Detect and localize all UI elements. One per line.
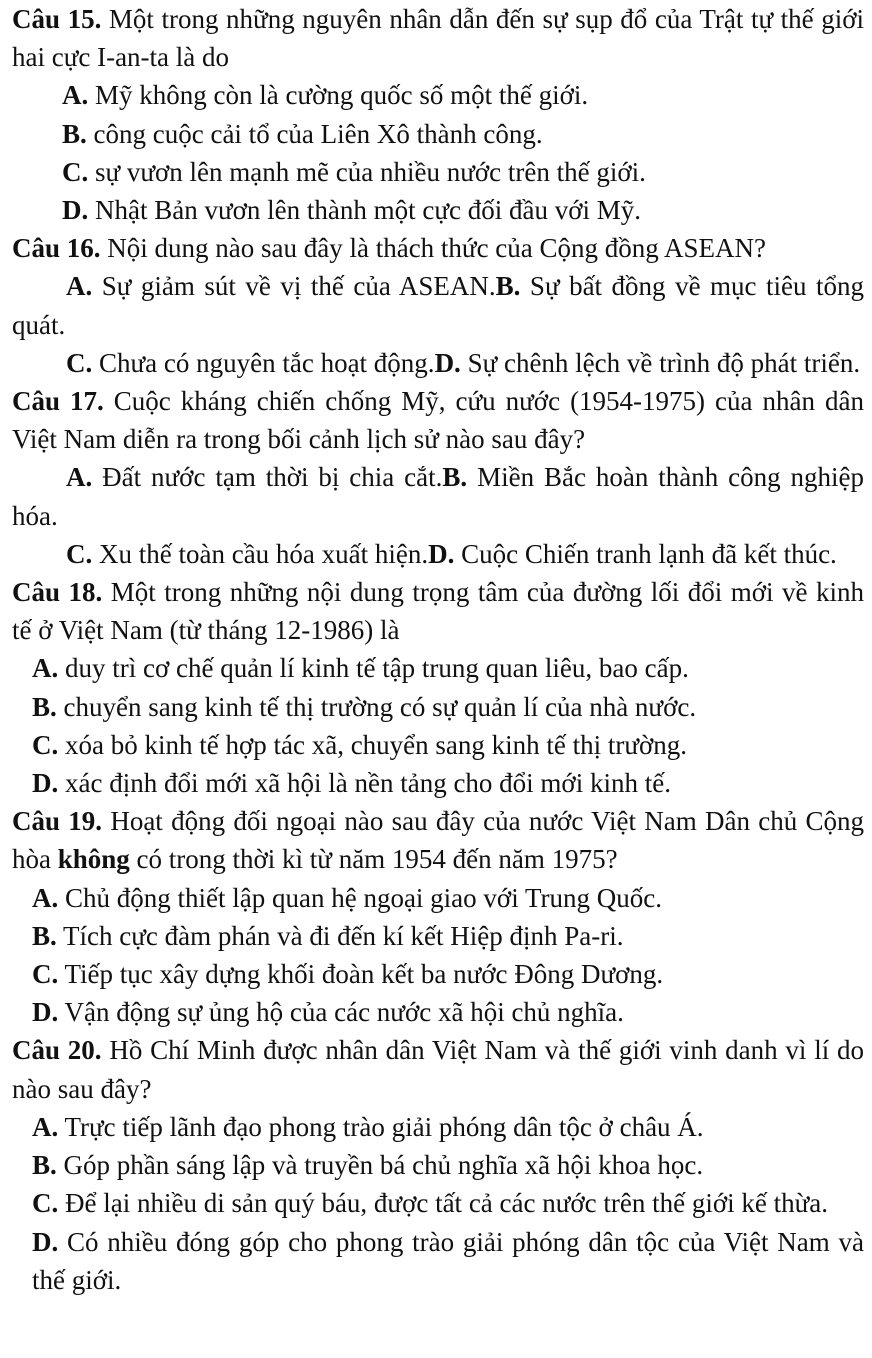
question-number: Câu 15. — [12, 4, 102, 34]
option-text: công cuộc cải tổ của Liên Xô thành công. — [93, 118, 543, 149]
option-key: A. — [62, 80, 89, 111]
option-key: A. — [66, 462, 93, 493]
question-emphasis: không — [57, 844, 130, 875]
option-text: chuyển sang kinh tế thị trường có sự quản lí của nhà nước. — [63, 691, 697, 722]
option-text: Sự chênh lệch về trình độ phát triển. — [467, 347, 861, 378]
question-20 — [12, 1031, 864, 1298]
option-c — [12, 1184, 864, 1222]
question-19 — [12, 802, 864, 1031]
option-key: D. — [428, 538, 455, 569]
question-text: Cuộc kháng chiến chống Mỹ, cứu nước (1954-1975) của nhân dân Việt Nam diễn ra trong bối cảnh lịch sử nào sau đây? — [12, 386, 865, 455]
option-key: B. — [62, 118, 87, 149]
option-d — [12, 993, 864, 1031]
question-16 — [12, 229, 864, 382]
option-text: Trực tiếp lãnh đạo phong trào giải phóng dân tộc ở châu Á. — [64, 1111, 704, 1142]
question-18 — [12, 573, 864, 802]
option-c — [12, 955, 864, 993]
option-row-cd — [12, 344, 864, 382]
question-stem — [12, 1031, 864, 1107]
option-text: Cuộc Chiến tranh lạnh đã kết thúc. — [461, 538, 837, 569]
option-text: Vận động sự ủng hộ của các nước xã hội chủ nghĩa. — [64, 997, 624, 1028]
option-d — [12, 1223, 864, 1299]
option-b — [12, 115, 864, 153]
option-text: duy trì cơ chế quản lí kinh tế tập trung quan liêu, bao cấp. — [65, 653, 689, 684]
option-key: C. — [32, 959, 59, 990]
option-key: C. — [62, 156, 89, 187]
option-text: Nhật Bản vươn lên thành một cực đối đầu với Mỹ. — [95, 195, 641, 226]
question-text: có trong thời kì từ năm 1954 đến năm 1975? — [129, 844, 618, 875]
question-stem — [12, 382, 864, 458]
option-text: Tiếp tục xây dựng khối đoàn kết ba nước Đông Dương. — [64, 959, 664, 990]
option-key: A. — [32, 882, 59, 913]
option-key: D. — [32, 1226, 59, 1257]
question-number: Câu 16. — [12, 233, 101, 264]
option-a — [12, 1108, 864, 1146]
question-stem — [12, 0, 864, 76]
option-key: C. — [32, 1188, 59, 1219]
option-key: B. — [32, 920, 57, 951]
question-stem — [12, 573, 864, 649]
option-key: A. — [32, 1111, 59, 1142]
option-key: C. — [66, 347, 93, 378]
option-a — [12, 879, 864, 917]
option-text: Đất nước tạm thời bị chia cắt. — [102, 462, 443, 493]
question-number: Câu 17. — [12, 386, 104, 417]
option-text: xóa bỏ kinh tế hợp tác xã, chuyển sang kinh tế thị trường. — [65, 729, 688, 760]
option-text: Sự giảm sút về vị thế của ASEAN. — [101, 271, 496, 302]
option-text: Tích cực đàm phán và đi đến kí kết Hiệp định Pa-ri. — [63, 920, 624, 951]
question-text: Một trong những nguyên nhân dẫn đến sự sụp đổ của Trật tự thế giới hai cực I-an-ta là do — [12, 4, 865, 73]
option-d — [12, 764, 864, 802]
option-a — [12, 76, 864, 114]
option-text: Xu thế toàn cầu hóa xuất hiện. — [99, 538, 429, 569]
option-key: D. — [62, 195, 89, 226]
question-number: Câu 20. — [12, 1035, 102, 1066]
option-key: B. — [32, 1150, 57, 1181]
option-c — [12, 726, 864, 764]
option-b — [12, 1146, 864, 1184]
option-text: Góp phần sáng lập và truyền bá chủ nghĩa xã hội khoa học. — [63, 1150, 704, 1181]
question-number: Câu 19. — [12, 806, 103, 837]
option-key: D. — [434, 347, 461, 378]
option-text: Để lại nhiều di sản quý báu, được tất cả các nước trên thế giới kế thừa. — [65, 1188, 828, 1219]
question-text: Một trong những nội dung trọng tâm của đường lối đổi mới về kinh tế ở Việt Nam (từ tháng 12-1986) là — [12, 577, 864, 646]
option-text: xác định đổi mới xã hội là nền tảng cho đổi mới kinh tế. — [65, 768, 671, 799]
option-key: C. — [32, 729, 59, 760]
option-a — [12, 649, 864, 687]
question-stem — [12, 229, 864, 267]
option-row-ab — [12, 267, 864, 343]
option-key: A. — [66, 271, 93, 302]
option-row-ab — [12, 458, 864, 534]
option-key: B. — [32, 691, 57, 722]
option-text: Có nhiều đóng góp cho phong trào giải phóng dân tộc của Việt Nam và thế giới. — [32, 1226, 865, 1295]
option-c — [12, 153, 864, 191]
question-17 — [12, 382, 864, 573]
question-number: Câu 18. — [12, 577, 103, 608]
option-key: B. — [495, 271, 521, 302]
option-b — [12, 917, 864, 955]
option-text: sự vươn lên mạnh mẽ của nhiều nước trên thế giới. — [95, 156, 646, 187]
question-stem — [12, 802, 864, 878]
question-15 — [12, 0, 864, 229]
question-text: Hồ Chí Minh được nhân dân Việt Nam và thế giới vinh danh vì lí do nào sau đây? — [12, 1035, 864, 1104]
question-text: Nội dung nào sau đây là thách thức của Cộng đồng ASEAN? — [107, 233, 767, 264]
option-key: A. — [32, 653, 59, 684]
option-text: Mỹ không còn là cường quốc số một thế giới. — [95, 80, 589, 111]
option-text: Sự bất đồng về mục tiêu tổng quát. — [12, 271, 865, 340]
option-key: D. — [32, 768, 59, 799]
option-b — [12, 688, 864, 726]
option-text: Chưa có nguyên tắc hoạt động. — [99, 347, 435, 378]
option-d — [12, 191, 864, 229]
option-key: C. — [66, 538, 93, 569]
option-key: B. — [442, 462, 468, 493]
option-key: D. — [32, 997, 59, 1028]
option-row-cd — [12, 535, 864, 573]
question-text: Hoạt động đối ngoại nào sau đây của nước Việt Nam Dân chủ Cộng hòa — [12, 806, 865, 875]
option-text: Chủ động thiết lập quan hệ ngoại giao với Trung Quốc. — [65, 882, 662, 913]
option-text: Miền Bắc hoàn thành công nghiệp hóa. — [12, 462, 864, 531]
